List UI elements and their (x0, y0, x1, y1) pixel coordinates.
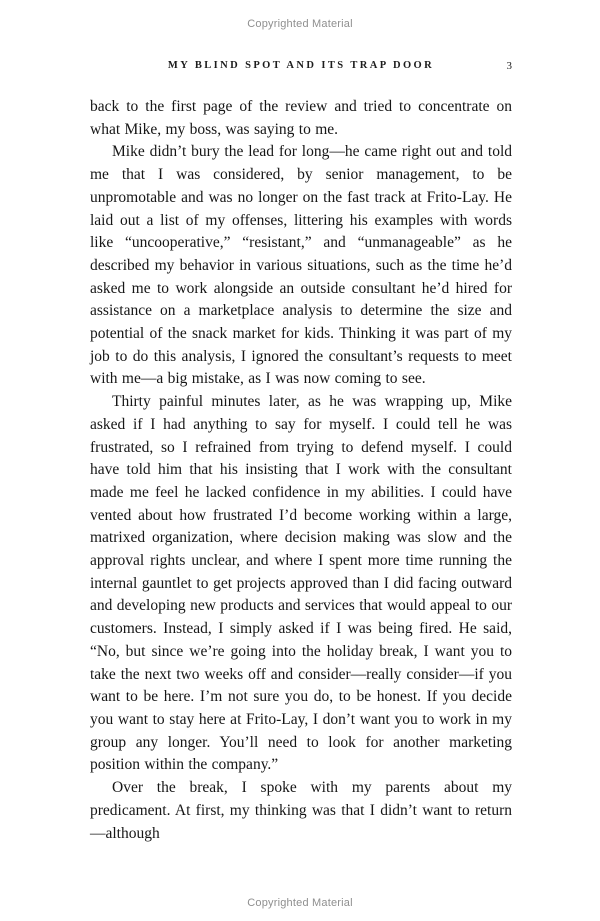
paragraph: back to the first page of the review and tried to concentrate on what Mike, my boss, was saying to me. (90, 98, 512, 138)
chapter-title: MY BLIND SPOT AND ITS TRAP DOOR (167, 60, 435, 71)
paragraph: Mike didn’t bury the lead for long—he came right out and told me that I was considered, by senior management, to be unpromotable and was no longer on the fast track at Frito-Lay. He laid out a list of my offenses, littering his examples with words like “uncooperative,” “resistant,” and “unmanageable” as he described my behavior in various situations, such as the time he’d asked me to work alongside an outside consultant he’d hired for assistance on a marketplace analysis to determine the size and potential of the snack market for kids. Thinking it was part of my job to do this analysis, I ignored the consultant’s requests to meet with me—a big mistake, as I was now coming to see. (90, 143, 512, 388)
copyright-notice-bottom: Copyrighted Material (247, 897, 353, 909)
body-text (90, 96, 512, 845)
copyright-notice-top: Copyrighted Material (247, 18, 353, 30)
paragraph: Over the break, I spoke with my parents about my predicament. At first, my thinking was that I didn’t want to return—although (90, 779, 512, 842)
running-head (90, 60, 512, 71)
paragraph: Thirty painful minutes later, as he was wrapping up, Mike asked if I had anything to say for myself. I could tell he was frustrated, so I refrained from trying to defend myself. I could have told him that his insisting that I work with the consultant made me feel he lacked confidence in my abilities. I could have vented about how frustrated I’d become working within a large, matrixed organization, where decision making was slow and the approval rights unclear, and where I spent more time running the internal gauntlet to get projects approved than I did facing outward and developing new products and services that would appeal to our customers. Instead, I simply asked if I was being fired. He said, “No, but since we’re going into the holiday break, I want you to take the next two weeks off and consider—really consider—if you want to be here. I’m not sure you do, to be honest. If you decide you want to stay here at Frito-Lay, I don’t want you to work in my group any longer. You’ll need to look for another marketing position within the company.” (90, 393, 512, 774)
page-number: 3 (506, 60, 512, 72)
